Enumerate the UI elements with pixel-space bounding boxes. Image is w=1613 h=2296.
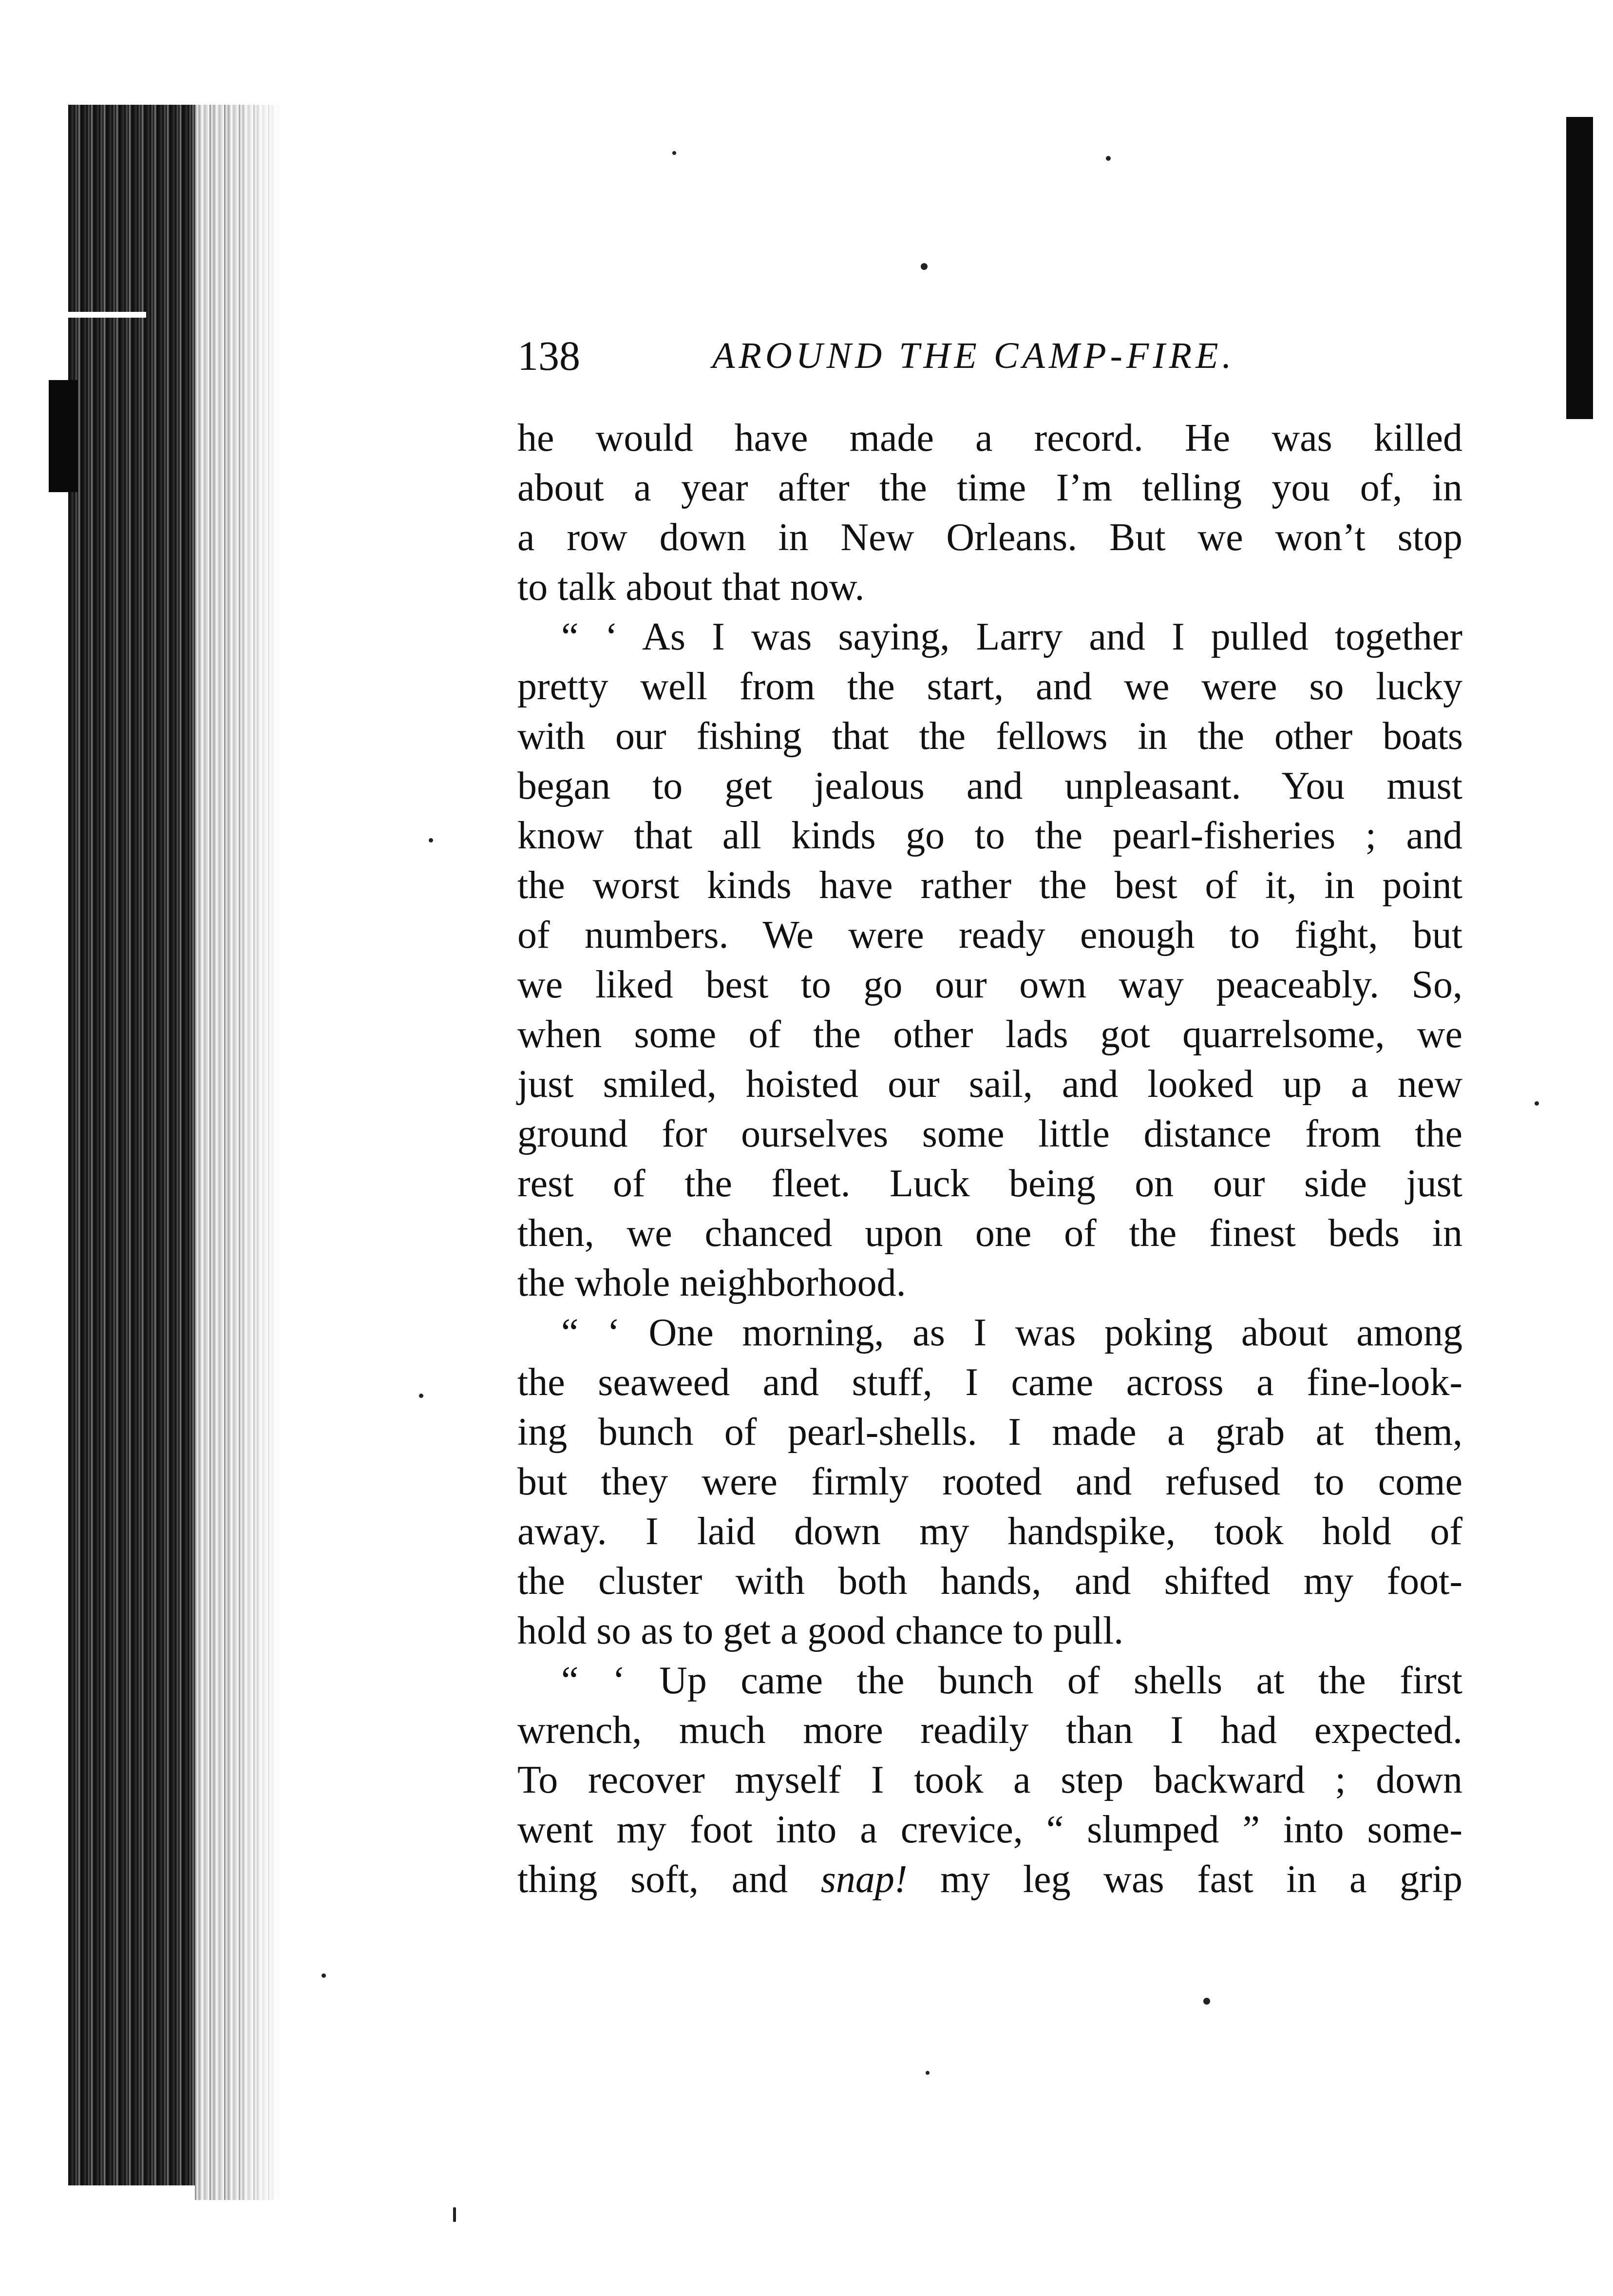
- text-line: then, we chanced upon one of the finest beds in: [517, 1212, 1462, 1255]
- scan-speck: [1535, 1101, 1539, 1106]
- text-line: away. I laid down my handspike, took hold of: [517, 1510, 1462, 1553]
- scan-speck: [1203, 1998, 1210, 2005]
- text-segment: my leg was fast in a grip: [940, 1858, 1463, 1901]
- text-line: about a year after the time I’m telling you of, in: [517, 466, 1462, 509]
- text-line: ing bunch of pearl-shells. I made a grab at them,: [517, 1411, 1462, 1454]
- text-line: he would have made a record. He was killed: [517, 417, 1462, 459]
- running-title: AROUND THE CAMP-FIRE.: [712, 335, 1235, 376]
- scan-binding-notch: [49, 380, 78, 492]
- text-line: the seaweed and stuff, I came across a fine-look-: [517, 1361, 1462, 1404]
- page-header: [517, 324, 1462, 387]
- text-line: hold so as to get a good chance to pull.: [517, 1609, 1124, 1652]
- body-text: [517, 413, 1462, 1924]
- text-line: “ ‘ Up came the bunch of shells at the first: [561, 1659, 1462, 1702]
- scan-speck: [1106, 156, 1111, 161]
- italic-word: snap!: [820, 1858, 908, 1901]
- text-line: ground for ourselves some little distance from the: [517, 1112, 1462, 1155]
- text-line: we liked best to go our own way peaceably. So,: [517, 963, 1462, 1006]
- text-line: know that all kinds go to the pearl-fisheries ; and: [517, 814, 1462, 857]
- text-line: To recover myself I took a step backward ; down: [517, 1759, 1462, 1801]
- text-line: with our fishing that the fellows in the other boats: [517, 715, 1462, 758]
- scan-speck: [672, 151, 676, 155]
- text-line: went my foot into a crevice, “ slumped ” into some-: [517, 1808, 1462, 1851]
- text-line: the cluster with both hands, and shifted my foot-: [517, 1560, 1462, 1603]
- scan-binding-gap: [68, 312, 146, 318]
- scan-speck: [322, 1973, 326, 1978]
- scan-speck: [926, 2071, 930, 2075]
- scan-binding-shadow: [68, 105, 195, 2185]
- text-line: just smiled, hoisted our sail, and looked up a new: [517, 1063, 1462, 1106]
- text-line: wrench, much more readily than I had expected.: [517, 1709, 1462, 1752]
- text-line-last: [517, 1855, 1462, 1904]
- text-line: the whole neighborhood.: [517, 1262, 906, 1304]
- text-line: when some of the other lads got quarrelsome, we: [517, 1013, 1462, 1056]
- page-number: 138: [517, 332, 580, 379]
- scan-speck: [453, 2207, 456, 2222]
- text-line: “ ‘ One morning, as I was poking about among: [561, 1311, 1462, 1354]
- scan-speck: [921, 263, 928, 270]
- text-line: of numbers. We were ready enough to fight, but: [517, 914, 1462, 957]
- scan-binding-fade: [195, 105, 283, 2200]
- text-line: began to get jealous and unpleasant. You must: [517, 765, 1462, 807]
- text-line: rest of the fleet. Luck being on our side just: [517, 1162, 1462, 1205]
- text-line: to talk about that now.: [517, 566, 865, 609]
- text-line: a row down in New Orleans. But we won’t stop: [517, 516, 1462, 559]
- text-line: the worst kinds have rather the best of it, in point: [517, 864, 1462, 907]
- text-line: “ ‘ As I was saying, Larry and I pulled together: [561, 615, 1462, 658]
- scan-speck: [429, 838, 433, 842]
- text-segment: thing soft, and: [517, 1858, 788, 1901]
- text-line: pretty well from the start, and we were so lucky: [517, 665, 1462, 708]
- scan-speck: [419, 1394, 423, 1398]
- scan-right-edge-bar: [1566, 117, 1593, 419]
- text-line: but they were firmly rooted and refused to come: [517, 1460, 1462, 1503]
